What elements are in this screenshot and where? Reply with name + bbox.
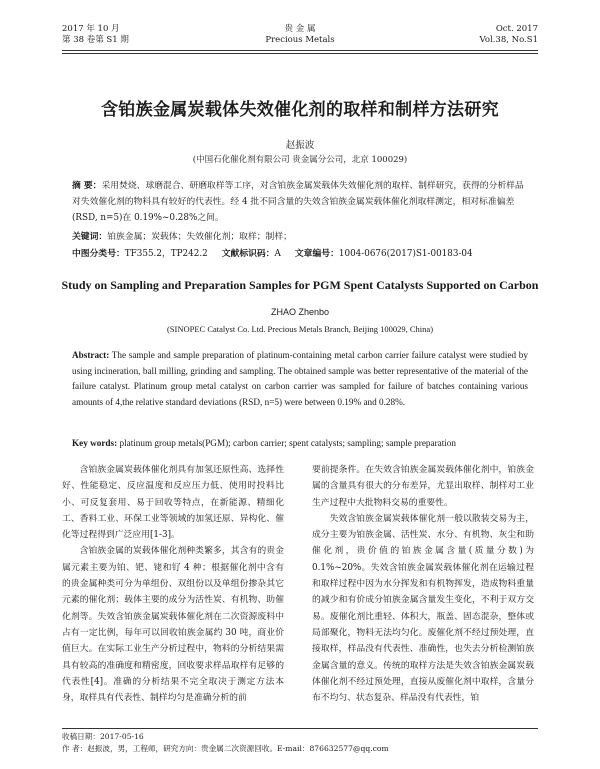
keywords-cn-text: 铂族金属；炭载体；失效催化剂；取样；制样； [107, 232, 292, 242]
header-rule [62, 53, 538, 54]
article-no-value: 1004-0676(2017)S1-00183-04 [338, 249, 473, 259]
header-volume-en: Vol.38, No.S1 [479, 35, 538, 45]
keywords-en-text: platinum group metals(PGM); carbon carrier; spent catalysts; sampling; sample preparation [119, 438, 456, 448]
header-center [62, 24, 538, 46]
abstract-cn-label: 摘 要： [72, 181, 102, 191]
affiliation-en: (SINOPEC Catalyst Co. Ltd. Precious Metals Branch, Beijing 100029, China) [166, 324, 434, 334]
doc-code-label: 文献标识码： [221, 249, 275, 259]
body-paragraph: 要前提条件。在失效含铂族金属炭载体催化剂中，铂族金属的含量具有很大的分布差异，尤显出取样、制样对工业生产过程中大批物料交易的重要性。 [312, 465, 534, 508]
keywords-en-label: Key words: [72, 438, 118, 448]
author-note: 作 者：赵振波，男，工程师，研究方向：贵金属二次资源回收。E-mail：876632577@qq.com [62, 744, 389, 753]
paper-title-en: Study on Sampling and Preparation Samples for PGM Spent Catalysts Supported on Carbon [61, 278, 539, 292]
abstract-en-label: Abstract: [72, 350, 110, 360]
keywords-cn [72, 229, 528, 242]
received-date: 收稿日期：2017-05-16 [62, 732, 144, 741]
body-paragraph: 含铂族金属炭载体催化剂具有加氢还原性高、选择性好、性能稳定、反应温度和反应压力低、使用时投料比小、可反复套用、易于回收等特点，在新能源、精细化工、香料工业、环保工业等领域的加氢还原、异构化、催化等过程得到广泛应用[1-3]。 [62, 465, 284, 541]
running-header [62, 22, 538, 51]
article-no-label: 文章编号： [294, 249, 339, 259]
abstract-en [72, 348, 528, 410]
body-column-left [62, 462, 284, 706]
header-date-en: Oct. 2017 [495, 24, 538, 34]
header-volume-cn: 第 38 卷第 S1 期 [62, 35, 129, 45]
journal-name-cn: 贵 金 属 [284, 24, 316, 34]
keywords-en [72, 438, 528, 448]
header-right [480, 24, 538, 46]
abstract-cn-text: 采用焚烧、球磨混合、研磨取样等工序，对含铂族金属炭载体失效催化剂的取样、制样研究，获得的分析样品对失效催化剂的物料具有较好的代表性。经 4 批不同含量的失效含铂族金属炭载体催化剂取样测定，相对标准偏差(RSD, n=5)在 0.19%~0.28%之间。 [72, 181, 524, 223]
paper-title-cn: 含铂族金属炭载体失效催化剂的取样和制样方法研究 [101, 100, 499, 120]
doc-code-value: A [274, 249, 281, 259]
abstract-cn [72, 178, 528, 226]
classification-cn [72, 246, 528, 259]
clc-label: 中图分类号： [72, 249, 125, 259]
body-paragraph: 含铂族金属的炭载体催化剂种类繁多，其含有的贵金属元素主要为铂、钯、铑和钌 4 种；根据催化剂中含有的贵金属种类可分为单组份、双组份以及单组份掺杂其它元素的催化剂；载体主要的成分为活性炭、有机物、助催化剂等。失效含铂族金属炭载体催化剂在二次资源废料中占有一定比例，每年可以回收铂族金属约 30 吨，商业价值巨大。在实际工业生产分析过程中，物料的分析结果需具有较高的准确度和精密度，回收要求样品取样有足够的代表性[4]。准确的分析结果不完全取决于测定方法本身，取样具有代表性、制样均匀是准确分析的前 [62, 546, 284, 704]
abstract-en-text: The sample and sample preparation of platinum-containing metal carbon carrier failure catalyst were studied by using incineration, ball milling, grinding and sampling. The obtained sample was better representative of the material of the failure catalyst. Platinum group metal catalyst on carbon carrier was sampled for failure of batches containing various amounts of 4,the relative standard deviations (RSD, n=5) were between 0.19% and 0.28%. [72, 350, 528, 407]
author-cn: 赵振波 [285, 140, 315, 151]
header-date: 2017 年 10 月 [62, 24, 120, 34]
footnote [62, 728, 538, 755]
author-en: ZHAO Zhenbo [270, 307, 330, 317]
keywords-cn-label: 关键词： [72, 232, 108, 242]
body-column-right [312, 462, 534, 706]
clc-value: TF355.2，TP242.2 [124, 249, 208, 259]
body-paragraph: 失效含铂族金属炭载体催化剂一般以散装交易为主，成分主要为铂族金属、活性炭、水分、有机物、灰尘和助催化剂，贵价值的铂族金属含量(质量分数)为 0.1%~20%。失效含铂族金属炭载体催化剂在运输过程和取样过程中因为水分挥发和有机物挥发，造成物料重量的减少和有价成分铂族金属含量发生变化，不利于双方交易。废催化剂比重轻、体积大，瓶盖、固态混杂，整体或局部聚化，物料无法均匀化。废催化剂不经过预处理，直接取样，样品没有代表性、准确性，也失去分析检测铂族金属含量的意义。传统的取样方法是失效含铂族金属炭载体催化剂不经过预处理，直接从废催化剂中取样，含量分布不均匀、状态复杂、样品没有代表性，铂 [312, 513, 534, 704]
affiliation-cn: (中国石化催化剂有限公司 贵金属分公司，北京 100029) [192, 155, 408, 165]
journal-name-en: Precious Metals [265, 35, 335, 45]
